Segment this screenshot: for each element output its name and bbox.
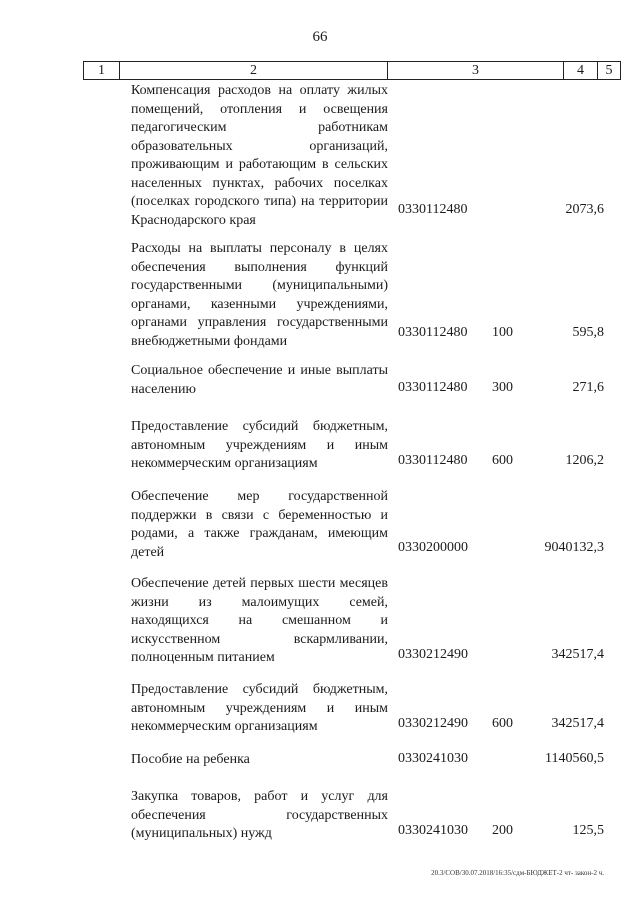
row-description: Обеспечение детей первых шести месяцев жизни из малоимущих семей, находящихся на смешанном и искусственном вскармливании, полноценным питанием [131,576,388,665]
row-amount: 2073,6 [565,202,604,217]
row-code: 0330241030 [398,751,468,766]
page-number: 66 [312,29,328,45]
row-amount: 342517,4 [551,716,604,731]
row-code: 0330112480 [398,380,468,395]
table-header [83,61,621,80]
row-description: Компенсация расходов на оплату жилых помещений, отопления и освещения педагогическим работникам образовательных организаций, проживающим и работающим в сельских населенных пунктах, рабочих поселках (поселках городского типа) на территории Краснодарского края [131,83,388,228]
footer-meta: 20.3/СОВ/30.07.2018/16:35/сдм-БЮДЖЕТ-2 чт- закон-2 ч. [431,869,604,877]
column-header-1: 1 [84,62,120,79]
column-header-2: 2 [120,62,388,79]
row-amount: 9040132,3 [544,540,604,555]
row-code: 0330112480 [398,453,468,468]
row-amount: 342517,4 [551,647,604,662]
row-amount: 595,8 [572,325,604,340]
row-code: 0330241030 [398,823,468,838]
row-code: 0330212490 [398,647,468,662]
row-code: 0330112480 [398,202,468,217]
row-expense-type: 200 [492,823,513,838]
row-description: Предоставление субсидий бюджетным, автономным учреждениям и иным некоммерческим организациям [131,682,388,734]
row-description: Социальное обеспечение и иные выплаты населению [131,363,388,397]
row-expense-type: 600 [492,716,513,731]
row-amount: 1140560,5 [545,751,604,766]
column-header-5: 5 [605,63,613,78]
row-expense-type: 600 [492,453,513,468]
row-code: 0330212490 [398,716,468,731]
row-code: 0330200000 [398,540,468,555]
row-amount: 125,5 [572,823,604,838]
row-amount: 271,6 [572,380,604,395]
row-description: Пособие на ребенка [131,752,250,767]
row-amount: 1206,2 [565,453,604,468]
column-header-4: 4 [564,62,598,79]
row-expense-type: 300 [492,380,513,395]
row-description: Закупка товаров, работ и услуг для обеспечения государственных (муниципальных) нужд [131,789,388,841]
row-description: Обеспечение мер государственной поддержки в связи с беременностью и родами, а также гражданам, имеющим детей [131,489,388,560]
row-description: Предоставление субсидий бюджетным, автономным учреждениям и иным некоммерческим организациям [131,419,388,471]
row-expense-type: 100 [492,325,513,340]
column-header-3: 3 [388,62,564,79]
row-description: Расходы на выплаты персоналу в целях обеспечения выполнения функций государственными (муниципальными) органами, казенными учреждениями, органами управления государственными внебюджетными фондами [131,241,388,349]
row-code: 0330112480 [398,325,468,340]
